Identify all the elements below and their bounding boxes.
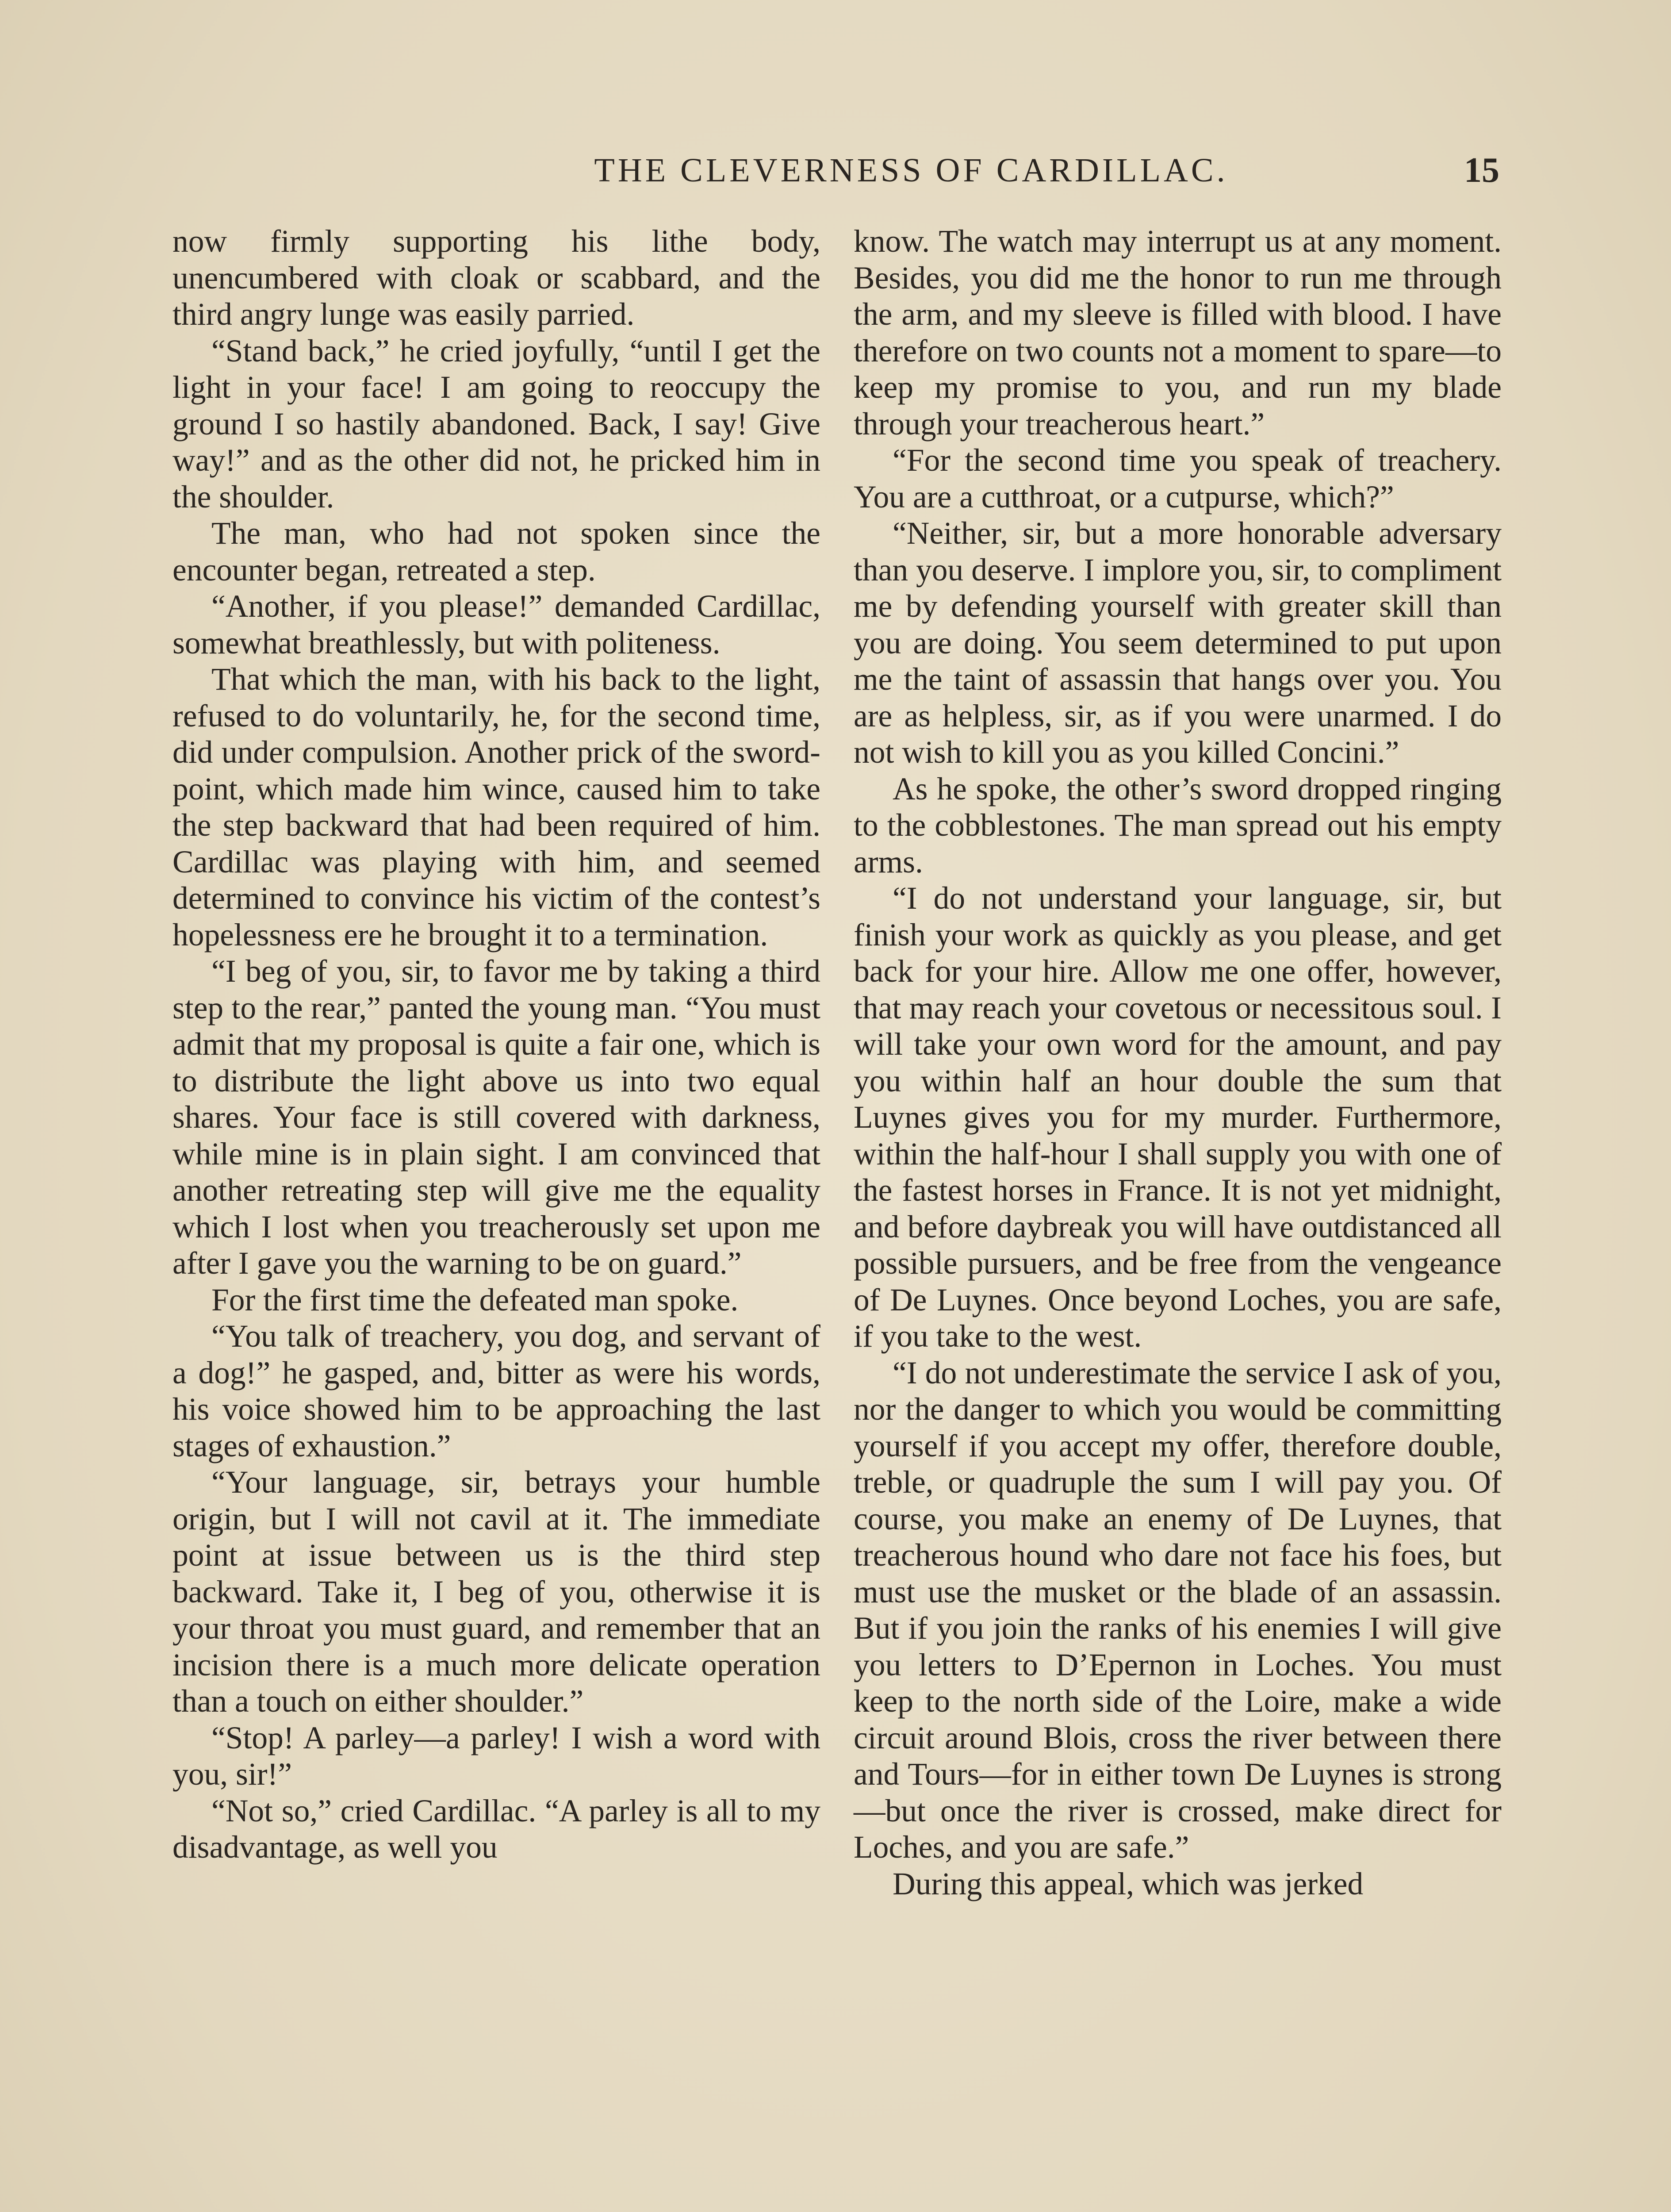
paragraph: That which the man, with his back to the light, refused to do voluntarily, he, for the second time, did under compulsion. Another prick of the sword-point, which made him wince, caused him to take the step backward that had been required of him. Cardillac was playing with him, and seemed determined to convince his victim of the contest’s hopelessness ere he brought it to a termination. [172,662,820,952]
paragraph: know. The watch may interrupt us at any moment. Besides, you did me the honor to run me through the arm, and my sleeve is filled with blood. I have therefore on two counts not a moment to spare—to keep my promise to you, and run my blade through your treacherous heart.” [854,224,1502,442]
page-header [469,146,1499,195]
running-title: THE CLEVERNESS OF CARDILLAC. [594,152,1228,189]
paragraph: During this appeal, which was jerked [893,1866,1364,1901]
right-column [854,223,1502,1902]
paragraph: “Your language, sir, betrays your humble origin, but I will not cavil at it. The immediate point at issue between us is the third step backward. Take it, I beg of you, otherwise it is your throat you must guard, and remember that an incision there is a much more delicate operation than a touch on either shoulder.” [172,1465,820,1719]
paragraph: “I beg of you, sir, to favor me by taking a third step to the rear,” panted the young man. “You must admit that my proposal is quite a fair one, which is to distribute the light above us into two equal shares. Your face is still covered with darkness, while mine is in plain sight. I am convinced that another retreating step will give me the equality which I lost when you treacherously set upon me after I gave you the warning to be on guard.” [172,954,820,1281]
paragraph: “Stand back,” he cried joyfully, “until I get the light in your face! I am going to reoccupy the ground I so hastily abandoned. Back, I say! Give way!” and as the other did not, he pricked him in the shoulder. [172,333,820,515]
paragraph: now firmly supporting his lithe body, unencumbered with cloak or scabbard, and the third angry lunge was easily parried. [172,224,820,332]
paragraph: “Neither, sir, but a more honorable adversary than you deserve. I implore you, sir, to compliment me by defending yourself with greater skill than you are doing. You seem determined to put upon me the taint of assassin that hangs over you. You are as helpless, sir, as if you were unarmed. I do not wish to kill you as you killed Concini.” [854,516,1502,770]
paragraph: “For the second time you speak of treachery. You are a cutthroat, or a cutpurse, which?” [854,443,1502,515]
left-column [172,223,820,1866]
paragraph: “I do not understand your language, sir, but finish your work as quickly as you please, and get back for your hire. Allow me one offer, however, that may reach your covetous or necessitous soul. I will take your own word for the amount, and pay you within half an hour double the sum that Luynes gives you for my murder. Furthermore, within the half-hour I shall supply you with one of the fastest horses in France. It is not yet midnight, and before daybreak you will have outdistanced all possible pursuers, and be free from the vengeance of De Luynes. Once beyond Loches, you are safe, if you take to the west. [854,881,1502,1354]
paragraph: “Stop! A parley—a parley! I wish a word with you, sir!” [172,1720,820,1792]
paragraph: “Another, if you please!” demanded Cardillac, somewhat breathlessly, but with politeness. [172,589,820,661]
paragraph: For the first time the defeated man spoke. [211,1282,739,1317]
paragraph: “I do not underestimate the service I ask of you, nor the danger to which you would be committing yourself if you accept my offer, therefore double, treble, or quadruple the sum I will pay you. Of course, you make an enemy of De Luynes, that treacherous hound who dare not face his foes, but must use the musket or the blade of an assassin. But if you join the ranks of his enemies I will give you letters to D’Epernon in Loches. You must keep to the north side of the Loire, make a wide circuit around Blois, cross the river between there and Tours—for in either town De Luynes is strong—but once the river is crossed, make direct for Loches, and you are safe.” [854,1355,1502,1865]
paragraph: “You talk of treachery, you dog, and servant of a dog!” he gasped, and, bitter as were his words, his voice showed him to be approaching the last stages of exhaustion.” [172,1319,820,1463]
paragraph: The man, who had not spoken since the encounter began, retreated a step. [172,516,820,588]
page-number: 15 [1464,151,1499,190]
paragraph: “Not so,” cried Cardillac. “A parley is all to my disadvantage, as well you [172,1793,820,1865]
paragraph: As he spoke, the other’s sword dropped ringing to the cobblestones. The man spread out his empty arms. [854,771,1502,879]
